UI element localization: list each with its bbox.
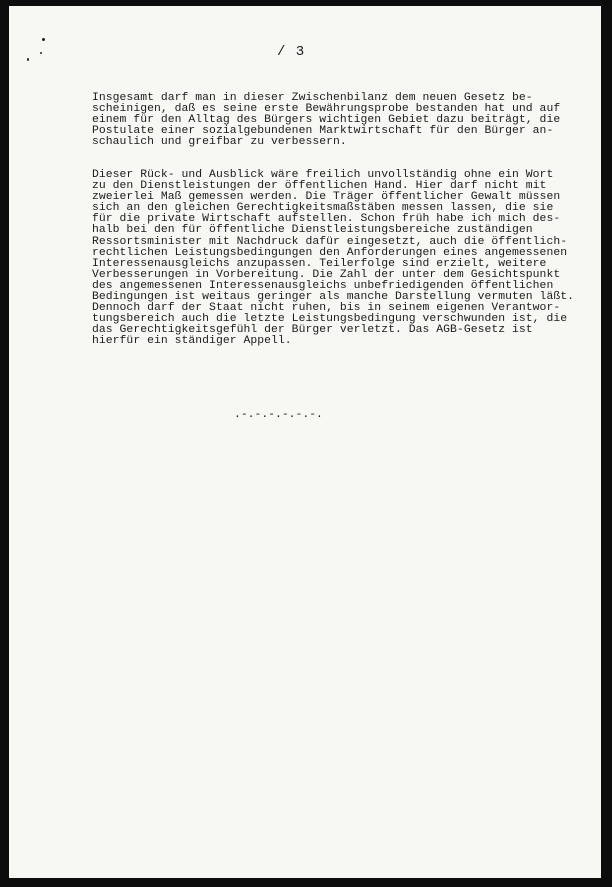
paragraph-public-services: Dieser Rück- und Ausblick wäre freilich unvollständig ohne ein Wort zu den Dienstleistungen der öffentlichen Hand. Hier darf nicht mit zweierlei Maß gemessen werden. Die Träger öffentlicher Gewalt müssen sich an den gleichen Gerechtigkeitsmaßstäben messen lassen, die sie für die private Wirtschaft aufstellen. Schon früh habe ich mich des- halb bei den für öffentliche Dienstleistungsbereiche zuständigen Ressortsminister mit Nachdruck dafür eingesetzt, auch die öffentlich- rechtlichen Leistungsbedingungen den Anforderungen eines angemessenen Interessenausgleichs anzupassen. Teilerfolge sind erzielt, weitere Verbesserungen in Vorbereitung. Die Zahl der unter dem Gesichtspunkt des angemessenen Interessenausgleichs unbefriedigenden öffentlichen Bedingungen ist weitaus geringer als manche Darstellung vermuten läßt. Dennoch darf der Staat nicht ruhen, bis in seinem eigenen Verantwor- tungsbereich auch die letzte Leistungsbedingung verschwunden ist, die das Gerechtigkeitsgefühl der Bürger verletzt. Das AGB-Gesetz ist hierfür ein ständiger Appell. — [92, 169, 574, 348]
scan-speck — [42, 38, 45, 41]
scan-speck — [40, 52, 42, 54]
scan-speck — [27, 58, 29, 61]
page-number: / 3 — [277, 44, 306, 60]
paragraph-summary: Insgesamt darf man in dieser Zwischenbilanz dem neuen Gesetz be- scheinigen, daß es seine erste Bewährungsprobe bestanden hat und auf einem für den Alltag des Bürgers wichtigen Gebiet dazu beiträgt, die Postulate einer sozialgebundenen Marktwirtschaft für den Bürger an- schaulich und greifbar zu verbessern. — [92, 92, 561, 149]
section-separator: .-.-.-.-.-.-. — [234, 409, 323, 421]
document-page — [9, 6, 601, 878]
